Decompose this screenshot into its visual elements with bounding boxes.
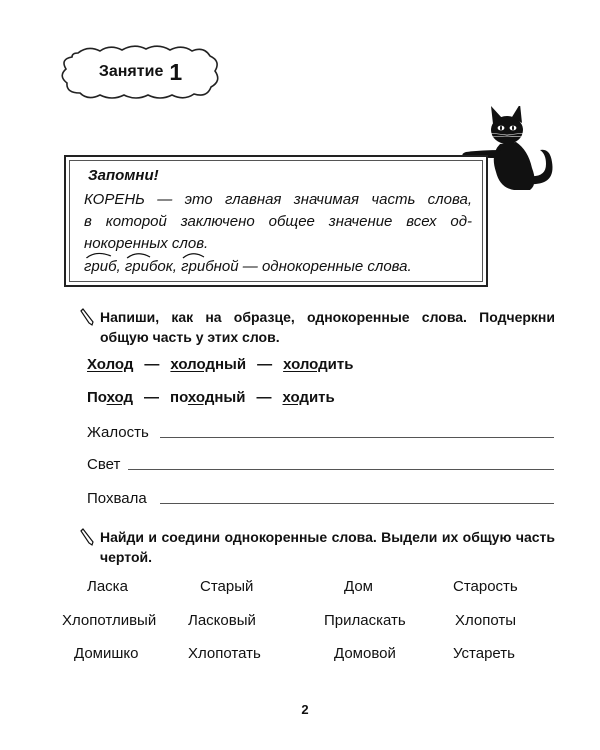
rule-box <box>64 155 488 287</box>
answer-line[interactable] <box>160 503 554 504</box>
lesson-title <box>58 43 223 101</box>
rule-line: КОРЕНЬ — это главная значимая часть слова, <box>84 191 472 208</box>
lesson-number: 1 <box>169 58 183 85</box>
sample-row-kholod: Холод — холодный — холодить <box>87 356 354 373</box>
rule-heading: Запомни! <box>88 167 159 184</box>
word-item[interactable]: Хлопотать <box>188 645 261 662</box>
word-item[interactable]: Хлопоты <box>455 612 517 629</box>
rule-example <box>84 258 479 275</box>
rule-line: нокоренных слов. <box>84 235 209 252</box>
example-suffix: — однокоренные слова. <box>242 258 412 275</box>
word-item[interactable]: Дом <box>344 578 373 595</box>
word-item[interactable]: Домишко <box>74 645 139 662</box>
word-item[interactable]: Домовой <box>334 645 396 662</box>
word-item[interactable]: Старый <box>200 578 254 595</box>
pencil-icon <box>80 528 96 546</box>
task1-instruction: Напиши, как на образце, однокоренные слова. Подчеркни общую часть у этих слов. <box>100 309 555 345</box>
page-number: 2 <box>301 702 309 717</box>
rule-line: в которой заключено общее значение всех од- <box>84 213 472 230</box>
answer-line[interactable] <box>128 469 554 470</box>
word-item[interactable]: Хлопотливый <box>62 612 157 629</box>
word-item[interactable]: Приласкать <box>324 612 406 629</box>
prompt-word: Жалость <box>87 424 149 441</box>
pencil-icon <box>80 308 96 326</box>
example-word-grib: гриб, <box>84 258 121 275</box>
example-word-gribnoy: грибной <box>181 258 238 275</box>
task2-instruction: Найди и соедини однокоренные слова. Выдели их общую часть чертой. <box>100 529 555 565</box>
word-item[interactable]: Ласковый <box>188 612 256 629</box>
word-item[interactable]: Устареть <box>453 645 515 662</box>
prompt-word: Похвала <box>87 490 147 507</box>
word-item[interactable]: Старость <box>453 578 518 595</box>
example-word-gribok: грибок, <box>125 258 177 275</box>
prompt-word: Свет <box>87 456 121 473</box>
answer-line[interactable] <box>160 437 554 438</box>
word-item[interactable]: Ласка <box>87 578 128 595</box>
sample-row-pokhod: Поход — походный — ходить <box>87 389 335 406</box>
lesson-label: Занятие <box>98 63 164 80</box>
